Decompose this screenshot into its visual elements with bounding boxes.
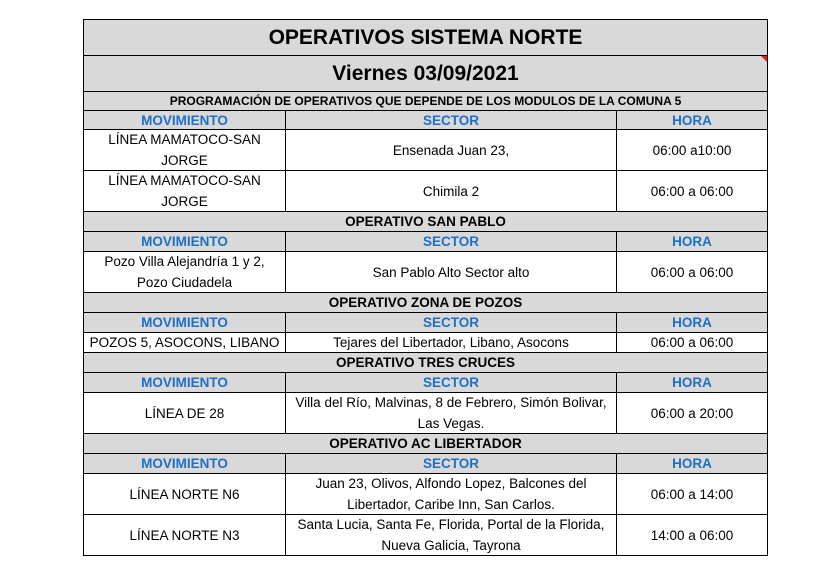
cell-sector: Villa del Río, Malvinas, 8 de Febrero, Simón Bolivar, Las Vegas.	[285, 392, 617, 434]
section-title: OPERATIVO ZONA DE POZOS	[83, 292, 768, 313]
column-header-hora: HORA	[616, 110, 768, 130]
column-header-hora: HORA	[616, 453, 768, 474]
column-header-movimiento: MOVIMIENTO	[83, 231, 286, 252]
column-header-row	[84, 373, 768, 393]
column-header-hora: HORA	[616, 231, 768, 252]
column-header-movimiento: MOVIMIENTO	[83, 453, 286, 474]
table-row	[84, 130, 768, 171]
cell-movimiento: LÍNEA NORTE N6	[83, 473, 286, 515]
cell-movimiento: LÍNEA MAMATOCO-SAN JORGE	[83, 170, 286, 212]
column-header-movimiento: MOVIMIENTO	[83, 110, 286, 130]
column-header-sector: SECTOR	[285, 372, 617, 393]
cell-movimiento: Pozo Villa Alejandría 1 y 2, Pozo Ciudadela	[83, 251, 286, 293]
comment-marker-icon	[761, 56, 767, 62]
column-header-movimiento: MOVIMIENTO	[83, 312, 286, 333]
column-header-sector: SECTOR	[285, 110, 617, 130]
table-row	[84, 333, 768, 353]
cell-sector: Santa Lucia, Santa Fe, Florida, Portal de la Florida, Nueva Galicia, Tayrona	[285, 514, 617, 556]
column-header-sector: SECTOR	[285, 231, 617, 252]
sheet-date	[83, 55, 768, 92]
table-row	[84, 252, 768, 293]
cell-movimiento: LÍNEA NORTE N3	[83, 514, 286, 556]
column-header-row	[84, 313, 768, 333]
table-row	[84, 393, 768, 434]
column-header-row	[84, 111, 768, 130]
cell-hora: 06:00 a 06:00	[616, 251, 768, 293]
table-row	[84, 474, 768, 515]
column-header-hora: HORA	[616, 312, 768, 333]
sheet-subtitle: PROGRAMACIÓN DE OPERATIVOS QUE DEPENDE DE LOS MODULOS DE LA COMUNA 5	[83, 91, 768, 111]
sheet-date-text: Viernes 03/09/2021	[332, 62, 519, 85]
table-row	[84, 515, 768, 556]
cell-sector: San Pablo Alto Sector alto	[285, 251, 617, 293]
cell-hora: 06:00 a 14:00	[616, 473, 768, 515]
section-title: OPERATIVO AC LIBERTADOR	[83, 433, 768, 454]
cell-sector: Chimila 2	[285, 170, 617, 212]
schedule-sheet	[84, 20, 768, 556]
sections-container	[84, 111, 768, 556]
cell-hora: 06:00 a 20:00	[616, 392, 768, 434]
cell-hora: 06:00 a 06:00	[616, 170, 768, 212]
cell-sector: Tejares del Libertador, Libano, Asocons	[285, 332, 617, 353]
cell-hora: 14:00 a 06:00	[616, 514, 768, 556]
column-header-row	[84, 232, 768, 252]
sheet-title: OPERATIVOS SISTEMA NORTE	[83, 19, 768, 56]
cell-hora: 06:00 a 06:00	[616, 332, 768, 353]
column-header-hora: HORA	[616, 372, 768, 393]
cell-movimiento: POZOS 5, ASOCONS, LIBANO	[83, 332, 286, 353]
cell-sector: Ensenada Juan 23,	[285, 129, 617, 171]
cell-hora: 06:00 a10:00	[616, 129, 768, 171]
section-title: OPERATIVO SAN PABLO	[83, 211, 768, 232]
column-header-movimiento: MOVIMIENTO	[83, 372, 286, 393]
cell-sector: Juan 23, Olivos, Alfondo Lopez, Balcones del Libertador, Caribe Inn, San Carlos.	[285, 473, 617, 515]
column-header-row	[84, 454, 768, 474]
column-header-sector: SECTOR	[285, 312, 617, 333]
section-title: OPERATIVO TRES CRUCES	[83, 352, 768, 373]
cell-movimiento: LÍNEA DE 28	[83, 392, 286, 434]
table-row	[84, 171, 768, 212]
cell-movimiento: LÍNEA MAMATOCO-SAN JORGE	[83, 129, 286, 171]
column-header-sector: SECTOR	[285, 453, 617, 474]
